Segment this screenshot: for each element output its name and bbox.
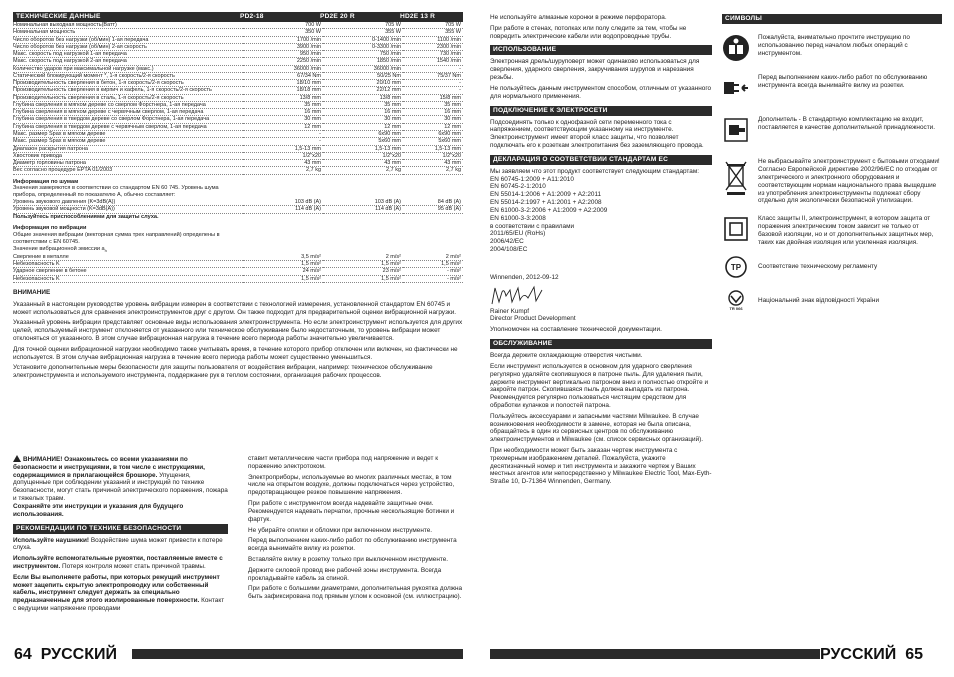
ec-name: Rainer Kumpf [490, 307, 530, 315]
class-ii-icon [722, 215, 750, 243]
read-manual-icon [722, 34, 750, 62]
ec-intro: Мы заявляем что этот продукт соответствует следующим стандартам: [490, 167, 700, 175]
row-value: 24 m/s² [243, 268, 323, 275]
symbol-row-unplug [722, 74, 942, 102]
service-p2: Если инструмент используется в основном для ударного сверления регулярно удаляйте скопившуюся в патроне пыль. Для удаления пыли, держите инструмент вертикально патроном вниз и полностью откройте и закройте патрон. Скопившаяся пыль должна выпадать из патрона. Рекомендуется регулярно пользоваться чистящим средством для обработки кулачков и полостей патрона. [490, 362, 709, 409]
row-label: Производительность сверления в бетон, 1-я скорость/2-я скорость [13, 80, 243, 87]
row-value: 16 mm [323, 109, 403, 116]
table-row [13, 29, 463, 36]
symbol-text-manual: Пожалуйста, внимательно прочтите инструкцию по использованию перед началом любых операций с инструментом. [758, 34, 910, 57]
table-row [13, 80, 463, 87]
row-value: 2300 /min [403, 43, 463, 50]
warning-icon [13, 455, 21, 462]
row-label: Небезопасность K [13, 261, 243, 268]
table-row [13, 87, 463, 94]
row-value: 67/34 Nm [243, 72, 323, 79]
row-value: 103 dB (A) [243, 199, 323, 206]
row-value: 355 W [323, 29, 403, 36]
row-value: 12 mm [243, 123, 323, 130]
gost-tr-icon [722, 253, 750, 281]
vibration-emission: Значение вибрационной эмиссии a [13, 245, 105, 252]
row-value: 43 mm [323, 160, 403, 167]
row-value: 13/8 mm [243, 94, 323, 101]
table-row [13, 101, 463, 108]
row-value: - [403, 80, 463, 87]
row-value: 13/8 mm [323, 94, 403, 101]
power-p1: Подсоединять только к однофазной сети переменного тока с напряжением, соответствующим указанному на инструменте. Электроинструмент имеет второй класс защиты, что позволяет подключать его к розеткам электропитания без заземляющего провода. [490, 118, 704, 149]
row-value: 6x90 mm [403, 131, 463, 138]
table-row [13, 275, 463, 282]
warning-keep: Сохраняйте эти инструкции и указания для будущего использования. [13, 502, 184, 518]
row-label: Диапазон раскрытия патрона [13, 145, 243, 152]
table-row [13, 206, 463, 213]
table-row [13, 22, 463, 29]
list-item: 2006/42/EC [490, 238, 524, 246]
row-value: 35 mm [403, 101, 463, 108]
row-label: Диаметр горловины патрона [13, 160, 243, 167]
symbol-row-class2 [722, 215, 942, 247]
row-label: Число оборотов без нагрузки (об/мин) 1-ая передача [13, 36, 243, 43]
row-value: 30 mm [323, 116, 403, 123]
row-value: 1/2"x20 [243, 152, 323, 159]
symbol-row-weee [722, 158, 942, 205]
row-label: Макс. размер Spax в мягком дереве [13, 138, 243, 145]
usage-p1: Электронная дрель/шуруповерт может одинаково использоваться для сверления, ударного сверления, закручивания шурупов и нарезания резьбы. [490, 58, 700, 82]
row-value: 3900 /min [243, 43, 323, 50]
list-item: EN 61000-3-3:2008 [490, 214, 546, 222]
row-label: Хвостовик привода [13, 152, 243, 159]
intro-p2: При работе в стенах, потолках или полу следите за тем, чтобы не повредить электрические кабели или водопроводные трубы. [490, 24, 687, 40]
row-value: 1/2"x20 [323, 152, 403, 159]
symbol-text-unplug: Перед выполнением каких-либо работ по обслуживанию инструмента всегда вынимайте вилку из розетки. [758, 74, 928, 89]
vibration-title: Информация по вибрации [13, 225, 87, 232]
vibration-section: Информация по вибрации Общие значения вибрации (векторная сумма трех направлений) определены в соответствии с EN 60745. Значение вибрационной эмиссии $a_h$ Сверление в металле 3,5 m/s² 2 m/s² 2 m/s² Небезопасность K 1,5 m/s² 1,5 m/s² 1,5 m/s² Ударное сверление в бетоне 24 m/s² 23 m/s² - m/s² Небезопасность K 1,5 m/s² 1,5 m/s² - m/s² [13, 225, 461, 282]
safety-p3-bold: Если Вы выполняете работы, при которых режущий инструмент может зацепить скрытую электропроводку или собственный кабель, инструмент следует держать за специально предназначенные для этого изолированные поверхности. [13, 573, 220, 605]
table-row [13, 36, 463, 43]
row-value: 1700 /min [243, 36, 323, 43]
row-value: 1,5 m/s² [243, 261, 323, 268]
row-value: 114 dB (A) [323, 206, 403, 213]
ec-header: ДЕКЛАРАЦИЯ О СООТВЕТСТВИИ СТАНДАРТАМ ЕС [490, 155, 712, 165]
row-value: 705 W [323, 22, 403, 29]
row-value: - [403, 87, 463, 94]
row-label: Ударное сверление в бетоне [13, 268, 243, 275]
row-value: 36000 /min [323, 65, 403, 72]
safety-col2-p3: При работе с инструментом всегда надевайте защитные очки. Рекомендуется надевать перчатки, прочные нескользящие ботинки и фартук. [248, 500, 455, 523]
table-row [13, 268, 463, 275]
row-label: Количество ударов при максимальной нагрузке (макс.) [13, 65, 243, 72]
table-row [13, 254, 463, 261]
row-value: 2,7 kg [243, 167, 323, 174]
row-label: Номинальная выходная мощность(Ватт) [13, 22, 243, 29]
row-value: 1/2"x20 [403, 152, 463, 159]
noise-intro: Значения замеряются в соответствии со стандартом EN 60 745. Уровень шума прибора, определенный по показателю А, обычно составляет: [13, 185, 219, 199]
row-value: 16 mm [403, 109, 463, 116]
page-number-left: 64 [14, 646, 32, 663]
row-value: 1,5 m/s² [243, 275, 323, 282]
symbol-row-ukraine [722, 287, 942, 315]
weee-bin-icon [722, 158, 750, 198]
model-2: PD2E 20 R [320, 13, 355, 20]
list-item: EN 61000-3-2:2006 + A1:2009 + A2:2009 [490, 206, 608, 214]
row-value: 22/12 mm [323, 87, 403, 94]
service-p1: Всегда держите охлаждающие отверстия чистыми. [490, 352, 643, 360]
power-header: ПОДКЛЮЧЕНИЕ К ЭЛЕКТРОСЕТИ [490, 106, 712, 116]
safety-p3: Контакт с ведущими напряжение проводами [13, 597, 225, 613]
row-label: Производительность сверления в кирпич и кафель, 1-я скорость/2-я скорость [13, 87, 243, 94]
row-value: 2 m/s² [403, 254, 463, 261]
row-value: 35 mm [323, 101, 403, 108]
row-value: 95 dB (A) [403, 206, 463, 213]
row-value: - m/s² [403, 275, 463, 282]
row-value: - [243, 131, 323, 138]
left-page-footer [14, 645, 117, 665]
safety-header: РЕКОМЕНДАЦИИ ПО ТЕХНИКЕ БЕЗОПАСНОСТИ [13, 524, 228, 534]
row-value: 20/10 mm [323, 80, 403, 87]
row-value: 1,5 m/s² [323, 261, 403, 268]
usage-p2: Не пользуйтесь данным инструментом способом, отличным от указанного для нормального применения. [490, 84, 712, 100]
attention-section [13, 289, 463, 380]
ec-rules-list [490, 230, 712, 253]
row-label: Глубина сверления в твердом дереве с червячным сверлом, 1-ая передача [13, 123, 243, 130]
row-value: 84 dB (A) [403, 199, 463, 206]
symbol-text-gost: Соответствие техническому регламенту [758, 262, 878, 270]
safety-col2-p8: При работе с большими диаметрами, дополнительная рукоятка должна быть зафиксирована под прямым углом к основной (см. иллюстрацию). [248, 585, 463, 601]
safety-col2-p5: Перед выполнением каких-либо работ по обслуживанию инструмента всегда вынимайте вилку из розетки. [248, 537, 457, 553]
symbol-row-accessory [722, 116, 942, 144]
right-col2 [722, 14, 942, 321]
ukraine-mark-code: TR 066 [729, 306, 743, 312]
symbols-header: СИМВОЛЫ [722, 14, 942, 24]
row-value: 23 m/s² [323, 268, 403, 275]
vibration-intro: Общие значения вибрации (векторная сумма трех направлений) определены в соответствии с EN 60745. [13, 232, 220, 246]
language-right: РУССКИЙ [820, 646, 897, 663]
left-col2 [248, 455, 463, 604]
row-value: 2,7 kg [403, 167, 463, 174]
row-label: Макс. размер Spax в мягком дереве [13, 131, 243, 138]
row-value: 2 m/s² [323, 254, 403, 261]
ec-standards-list [490, 176, 712, 223]
row-value: 16 mm [243, 109, 323, 116]
symbol-text-weee: Не выбрасывайте электроинструмент с бытовыми отходами! Согласно Европейской директиве 2002/96/ЕС по отходам от электрического и электронного оборудования и соответствующим нормам национального права выщедшие из употребления электроинструменты подлежат сбору отдельно для экологически безопасной утилизации. [758, 158, 940, 205]
row-label: Производительность сверления в сталь, 1-я скорость/2-я скорость [13, 94, 243, 101]
safety-col2-p2: Электроприборы, используемые во многих различных местах, в том числе на открытом воздухе, должны подключаться через устройство, предотвращающее резкое повышение напряжения. [248, 473, 455, 497]
row-value: 35 mm [243, 101, 323, 108]
ec-authorized: Уполномочен на составление технической документации. [490, 326, 662, 334]
row-value: 1,5-13 mm [403, 145, 463, 152]
vibration-table [13, 254, 463, 283]
table-row [13, 94, 463, 101]
row-value: 1540 /min [403, 58, 463, 65]
row-label: Небезопасность K [13, 275, 243, 282]
list-item: EN 60745-2-1:2010 [490, 183, 546, 191]
row-value: - [243, 138, 323, 145]
row-value: 43 mm [403, 160, 463, 167]
row-value: 355 W [403, 29, 463, 36]
footer-bar-left [132, 649, 463, 659]
row-value: 5x60 mm [403, 138, 463, 145]
service-header: ОБСЛУЖИВАНИЕ [490, 339, 712, 349]
row-label: Уровень звуковой мощности (K=3dB(A)) [13, 206, 243, 213]
row-value: 75/37 Nm [403, 72, 463, 79]
row-label: Макс. скорость под нагрузкой 1-ая передача [13, 51, 243, 58]
table-row [13, 261, 463, 268]
noise-section [13, 179, 463, 221]
row-value: - m/s² [403, 268, 463, 275]
attention-title: ВНИМАНИЕ [13, 288, 51, 296]
row-label: Номинальная мощность [13, 29, 243, 36]
safety-col2-p7: Держите силовой провод вне рабочей зоны инструмента. Всегда прокладывайте кабель за спиной. [248, 566, 442, 582]
row-value: 950 /min [243, 51, 323, 58]
left-col1 [13, 455, 228, 616]
attention-p4: Установите дополнительные меры безопасности для защиты пользователя от воздействия вибрации, например: техническое обслуживание электроинструмента и используемого инструмента, поддержание рук в теплом состоянии, организация рабочих процессов. [13, 364, 433, 380]
row-value: 0-3300 /min [323, 43, 403, 50]
row-value: - [403, 65, 463, 72]
spec-header [13, 12, 463, 22]
row-label: Глубина сверления в твердом дереве со сверлом Форстнера, 1-ая передача [13, 116, 243, 123]
list-item: 2004/108/EC [490, 245, 528, 253]
table-row [13, 109, 463, 116]
list-item: EN 60745-1:2009 + A11:2010 [490, 175, 574, 183]
row-value: 43 mm [243, 160, 323, 167]
row-value: 12 mm [403, 123, 463, 130]
right-col1 [490, 14, 712, 489]
table-row [13, 131, 463, 138]
right-page-footer [820, 645, 923, 665]
row-value: 1,5 m/s² [323, 275, 403, 282]
ec-role: Director Product Development [490, 315, 576, 323]
symbol-row-manual [722, 34, 942, 62]
table-row [13, 58, 463, 65]
intro-p1: Не используйте алмазные коронки в режиме перфоратора. [490, 14, 667, 21]
symbol-text-class2: Класс защиты II, электроинструмент, в котором защита от поражения электрическим током зависит не только от базовой изоляции, но и от дополнительных защитных мер, таких как двойная изоляция или усиленная изоляция. [758, 215, 934, 246]
row-label: Уровень звукового давления (K=3dB(A)) [13, 199, 243, 206]
list-item: EN 55014-2:1997 + A1:2001 + A2:2008 [490, 199, 602, 207]
row-label: Глубина сверления в мягком дереве с червячным сверлом, 1-ая передача [13, 109, 243, 116]
row-value: 12 mm [323, 123, 403, 130]
row-value: 6x90 mm [323, 131, 403, 138]
row-label: Число оборотов без нагрузки (об/мин) 2-ая скорость [13, 43, 243, 50]
row-label: Статический блокирующий момент *, 1-я скорость/2-я скорость [13, 72, 243, 79]
table-row [13, 199, 463, 206]
attention-p2: Указанный уровень вибрации представляет основные виды использования электроинструмента. Но если электроинструмент используется для других целей, используемый инструмент отклоняется от указанного или техническое обслуживание было недостаточным, то уровень вибрации может отклоняться от указанного. В этом случае вибрационная нагрузка в течение всего периода работы значительно увеличивается. [13, 319, 463, 342]
row-value: 15/8 mm [403, 94, 463, 101]
table-row [13, 116, 463, 123]
safety-p2-bold: Используйте вспомогательные рукоятки, поставляемые вместе с инструментом. [13, 555, 223, 570]
row-value: 350 W [243, 29, 323, 36]
unplug-icon [722, 74, 750, 102]
row-value: 30 mm [243, 116, 323, 123]
symbol-text-accessory: Дополнитель - В стандартную комплектацию не входит, поставляется в качестве дополнительной принадлежности. [758, 116, 935, 131]
row-value: 3,5 m/s² [243, 254, 323, 261]
spec-table [13, 22, 463, 175]
safety-p2: Потеря контроля может стать причиной травмы. [60, 562, 206, 570]
row-value: 0-1400 /min [323, 36, 403, 43]
page-number-right: 65 [905, 646, 923, 663]
row-value: 30 mm [403, 116, 463, 123]
attention-p1: Указанный в настоящем руководстве уровень вибрации измерен в соответствии с технологией измерения, установленной стандартом EN 60745 и может использоваться для сравнения электроинструментов друг с другом. Он также подходит для предварительной оценки вибрационной нагрузки. [13, 300, 457, 316]
table-row [13, 145, 463, 152]
row-value: 1100 /min [403, 36, 463, 43]
row-value: 18/18 mm [243, 87, 323, 94]
ec-rules-intro: в соответствии с правилами [490, 222, 575, 230]
model-1: PD2-18 [240, 13, 264, 20]
model-3: HD2E 13 R [400, 13, 436, 20]
row-label: Глубина сверления в мягком дереве со сверлом Форстнера, 1-ая передача [13, 101, 243, 108]
warning-bold: ВНИМАНИЕ! Ознакомьтесь со всеми указаниями по безопасности и инструкциями, в том числе с инструкциями, содержащимися в прилагающейся брошюре. [13, 456, 205, 479]
row-label: Вес согласно процедуре EPTA 01/2003 [13, 167, 243, 174]
ec-place-date: Winnenden, 2012-09-12 [490, 273, 559, 281]
language-left: РУССКИЙ [40, 646, 117, 663]
row-value: 36000 /min [243, 65, 323, 72]
row-value: 114 dB (A) [243, 206, 323, 213]
row-value: 18/10 mm [243, 80, 323, 87]
table-row [13, 138, 463, 145]
row-value: 730 /min [403, 51, 463, 58]
row-value: 5x60 mm [323, 138, 403, 145]
noise-title: Информация по шумам [13, 178, 79, 185]
row-label: Макс. скорость под нагрузкой 2-ая передача [13, 58, 243, 65]
row-label: Сверление в металле [13, 254, 243, 261]
safety-p1: Воздействие шума может привести к потере слуха. [13, 536, 223, 552]
noise-note: Пользуйтесь приспособлениями для защиты слуха. [13, 213, 159, 220]
table-row [13, 43, 463, 50]
accessory-icon [722, 116, 750, 144]
warning-text: Упущения, допущенные при соблюдении указаний и инструкций по технике безопасности, могут стать причиной электрического поражения, пожара и тяжелых травм. [13, 471, 228, 503]
table-row [13, 160, 463, 167]
table-row [13, 72, 463, 79]
table-row [13, 123, 463, 130]
row-value: 1,5-13 mm [243, 145, 323, 152]
row-value: 2250 /min [243, 58, 323, 65]
noise-table [13, 199, 463, 214]
table-row [13, 65, 463, 72]
row-value: 1,5 m/s² [403, 261, 463, 268]
row-value: 2,7 kg [323, 167, 403, 174]
row-value: 1850 /min [323, 58, 403, 65]
row-value: 750 /min [323, 51, 403, 58]
spec-header-label: ТЕХНИЧЕСКИЕ ДАННЫЕ [16, 13, 101, 20]
attention-p3: Для точной оценки вибрационной нагрузки необходимо также учитывать время, в течение которого прибор отключен или включен, но фактически не используется. В этом случае вибрационная нагрузка в течение всего периода работы может существенно уменьшиться. [13, 345, 458, 361]
row-value: 1,5-13 mm [323, 145, 403, 152]
footer-bar-right [490, 649, 820, 659]
service-p4: При необходимости может быть заказан чертеж инструмента с трехмерным изображением деталей. Пожалуйста, укажите десятизначный номер и тип инструмента и закажите чертеж у Ваших местных агентов или непосредственно у Milwaukee Electric Tool, Max-Eyth-Straße 10, D-71364 Winnenden, Germany. [490, 447, 712, 486]
list-item: 2011/65/EU (RoHs) [490, 230, 546, 238]
symbol-row-gost [722, 253, 942, 281]
usage-header: ИСПОЛЬЗОВАНИЕ [490, 45, 712, 55]
ukraine-conformity-icon [722, 287, 750, 315]
spec-section [13, 12, 463, 383]
svg-text:TP: TP [730, 262, 742, 272]
table-row [13, 51, 463, 58]
table-row [13, 167, 463, 174]
safety-col2-p1: ставит металлические части прибора под напряжение и ведет к поражению электротоком. [248, 455, 439, 470]
row-value: 705 W [403, 22, 463, 29]
service-p3: Пользуйтесь аксессуарами и запасными частями Milwaukee. В случае возникновения необходимости в замене, которая не была описана, обращайтесь в один из сервисных центров по обслуживанию электроинструментов и Milwaukee (см. список сервисных организаций). [490, 412, 704, 444]
safety-col2-p4: Не убирайте опилки и обломки при включенном инструменте. [248, 526, 433, 534]
symbol-text-ukraine: Національний знак відповідності України [758, 296, 880, 304]
row-value: 50/25 Nm [323, 72, 403, 79]
right-page [477, 0, 954, 677]
row-value: 103 dB (A) [323, 199, 403, 206]
safety-col2-p6: Вставляйте вилку в розетку только при выключенном инструменте. [248, 555, 449, 563]
signature-image [490, 284, 550, 308]
row-value: 700 W [243, 22, 323, 29]
list-item: EN 55014-1:2006 + A1:2009 + A2:2011 [490, 191, 602, 199]
table-row [13, 152, 463, 159]
safety-p1-bold: Используйте наушники! [13, 536, 90, 544]
